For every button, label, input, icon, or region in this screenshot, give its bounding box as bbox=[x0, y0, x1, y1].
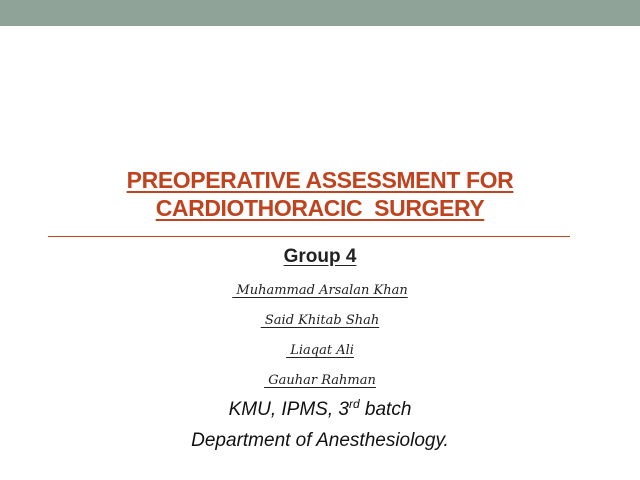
title-divider bbox=[48, 236, 570, 237]
group-label: Group 4 bbox=[283, 246, 357, 267]
header-color-bar bbox=[0, 0, 640, 26]
member-name: Liaqat Ali bbox=[286, 343, 354, 358]
institution-superscript: rd bbox=[348, 397, 360, 411]
member-name: Said Khitab Shah bbox=[260, 313, 380, 328]
member-name: Gauhar Rahman bbox=[264, 373, 376, 388]
institution-suffix: batch bbox=[359, 399, 412, 420]
slide-title bbox=[0, 166, 640, 222]
institution-line bbox=[0, 398, 640, 422]
title-line-2: CARDIOTHORACIC SURGERY bbox=[155, 195, 485, 221]
member-name: Muhammad Arsalan Khan bbox=[232, 283, 408, 298]
title-line-1: PREOPERATIVE ASSESSMENT FOR bbox=[126, 167, 514, 193]
department-line: Department of Anesthesiology. bbox=[191, 430, 449, 451]
member-list bbox=[0, 280, 640, 400]
institution-text: KMU, IPMS, 3 bbox=[228, 399, 349, 420]
